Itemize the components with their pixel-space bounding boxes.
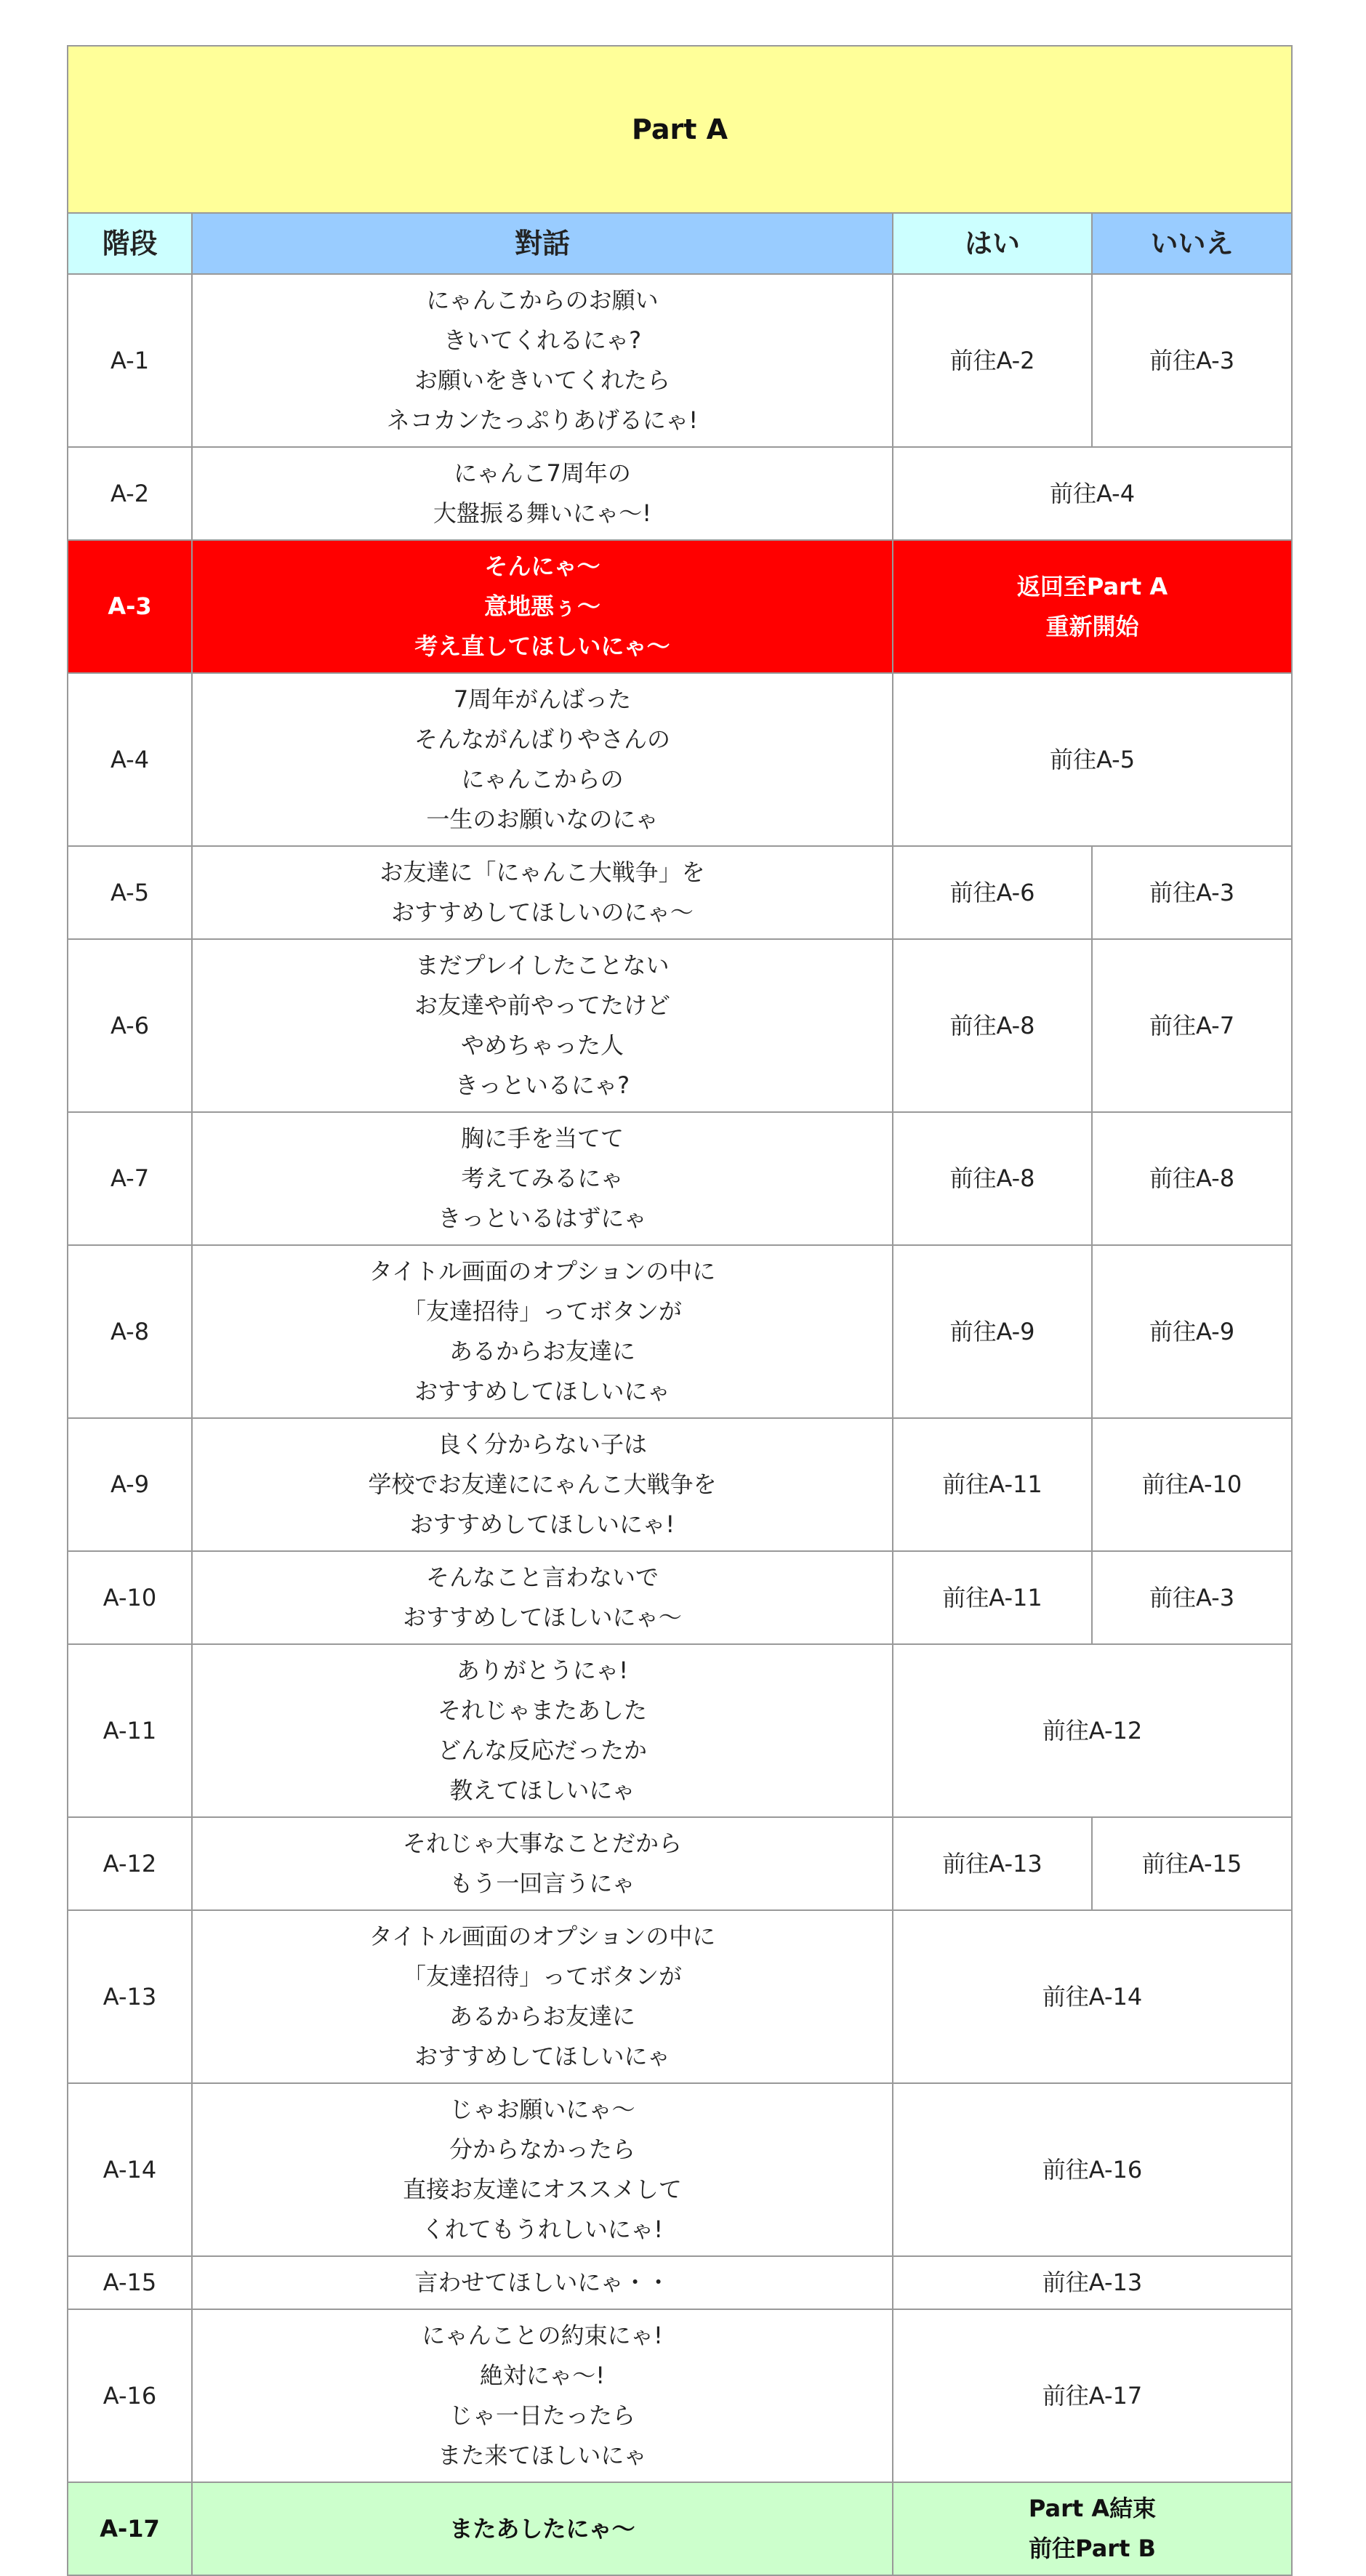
- yes-route-cell: 前往A-9: [893, 1245, 1092, 1418]
- yes-route-cell: 前往A-11: [893, 1418, 1092, 1551]
- dialogue-line: お願いをきいてくれたら: [414, 366, 670, 394]
- dialogue-line: おすすめしてほしいにゃ～: [403, 1603, 682, 1631]
- table-row: [68, 1551, 1292, 1644]
- dialogue-line: じゃ一日たったら: [449, 2402, 635, 2429]
- stage-id-cell: A-5: [68, 846, 192, 939]
- stage-id-cell: A-9: [68, 1418, 192, 1551]
- dialogue-line: そんなこと言わないで: [425, 1563, 659, 1591]
- dialogue-line: タイトル画面のオプションの中に: [369, 1257, 716, 1285]
- no-route-cell: 前往A-3: [1092, 846, 1292, 939]
- dialogue-cell: [192, 1551, 893, 1644]
- dialogue-line: 直接お友達にオススメして: [403, 2175, 682, 2203]
- dialogue-line: 学校でお友達ににゃんこ大戦争を: [368, 1470, 717, 1498]
- route-line: Part A結束: [1028, 2495, 1157, 2522]
- dialogue-line: にゃんこからの: [461, 765, 624, 793]
- no-route-cell: 前往A-9: [1092, 1245, 1292, 1418]
- dialogue-line: 絶対にゃ～!: [479, 2362, 606, 2389]
- dialogue-cell: [192, 1817, 893, 1910]
- stage-id-cell: A-14: [68, 2083, 192, 2256]
- yes-route-cell: 前往A-2: [893, 274, 1092, 447]
- yes-route-cell: 前往A-8: [893, 939, 1092, 1112]
- dialogue-cell: [192, 846, 893, 939]
- table-row: [68, 2256, 1292, 2309]
- stage-id-cell: A-1: [68, 274, 192, 447]
- stage-id-cell: A-8: [68, 1245, 192, 1418]
- stage-id-cell: A-13: [68, 1910, 192, 2083]
- dialogue-line: おすすめしてほしいにゃ: [414, 2042, 670, 2070]
- title-row: [68, 46, 1292, 213]
- dialogue-cell: [192, 447, 893, 540]
- yes-route-cell: 前往A-8: [893, 1112, 1092, 1245]
- dialogue-cell: [192, 2256, 893, 2309]
- dialogue-cell: [192, 2309, 893, 2482]
- header-row: [68, 213, 1292, 274]
- stage-id-cell: A-2: [68, 447, 192, 540]
- route-line: 重新開始: [1045, 612, 1139, 640]
- dialogue-line: きいてくれるにゃ?: [443, 326, 642, 354]
- dialogue-line: 教えてほしいにゃ: [449, 1776, 635, 1804]
- dialogue-line: 意地悪ぅ～: [483, 592, 600, 620]
- dialogue-flow-table: [67, 45, 1293, 2576]
- dialogue-line: 一生のお願いなのにゃ: [426, 805, 659, 833]
- no-route-cell: 前往A-7: [1092, 939, 1292, 1112]
- dialogue-line: 「友達招待」ってボタンが: [402, 1297, 682, 1325]
- dialogue-cell: [192, 1245, 893, 1418]
- dialogue-line: にゃんことの約束にゃ!: [422, 2322, 663, 2349]
- dialogue-line: そんにゃ～: [484, 552, 600, 580]
- dialogue-line: おすすめしてほしいにゃ!: [409, 1510, 675, 1538]
- route-cell: 前往A-16: [893, 2083, 1292, 2256]
- dialogue-line: 胸に手を当てて: [460, 1124, 624, 1152]
- dialogue-line: 「友達招待」ってボタンが: [402, 1963, 682, 1990]
- dialogue-line: にゃんこからのお願い: [426, 286, 659, 314]
- stage-id-cell: A-15: [68, 2256, 192, 2309]
- dialogue-line: どんな反応だったか: [437, 1736, 647, 1764]
- dialogue-line: ネコカンたっぷりあげるにゃ!: [386, 406, 699, 434]
- route-cell: 前往A-17: [893, 2309, 1292, 2482]
- table-row: [68, 939, 1292, 1112]
- dialogue-line: まだプレイしたことない: [415, 951, 670, 979]
- dialogue-line: おすすめしてほしいのにゃ～: [391, 898, 694, 926]
- dialogue-line: もう一回言うにゃ: [449, 1869, 635, 1897]
- dialogue-line: あるからお友達に: [449, 1337, 635, 1365]
- dialogue-line: そんながんばりやさんの: [414, 725, 670, 753]
- stage-id-cell: A-3: [68, 540, 192, 673]
- dialogue-line: じゃお願いにゃ～: [449, 2096, 635, 2123]
- dialogue-line: それじゃまたあした: [437, 1696, 647, 1724]
- yes-column-header: はい: [893, 213, 1092, 274]
- table-row: [68, 274, 1292, 447]
- dialogue-line: お友達に「にゃんこ大戦争」を: [379, 858, 705, 886]
- dialogue-line: ありがとうにゃ!: [456, 1657, 629, 1684]
- dialogue-line: 分からなかったら: [449, 2136, 635, 2163]
- stage-id-cell: A-12: [68, 1817, 192, 1910]
- yes-route-cell: 前往A-6: [893, 846, 1092, 939]
- no-route-cell: 前往A-3: [1092, 1551, 1292, 1644]
- stage-id-cell: A-11: [68, 1644, 192, 1817]
- dialogue-cell: [192, 2083, 893, 2256]
- dialogue-line: 考え直してほしいにゃ～: [414, 632, 670, 660]
- route-cell: 前往A-14: [893, 1910, 1292, 2083]
- table-row: [68, 2083, 1292, 2256]
- dialogue-cell: [192, 1644, 893, 1817]
- table-title: Part A: [68, 46, 1292, 213]
- dialogue-cell: [192, 1418, 893, 1551]
- dialogue-line: やめちゃった人: [460, 1031, 624, 1059]
- dialogue-column-header: 對話: [192, 213, 893, 274]
- dialogue-cell: [192, 673, 893, 846]
- dialogue-line: きっといるはずにゃ: [438, 1204, 647, 1232]
- dialogue-line: また来てほしいにゃ: [438, 2442, 647, 2469]
- no-route-cell: 前往A-8: [1092, 1112, 1292, 1245]
- table-row: [68, 1112, 1292, 1245]
- dialogue-cell: [192, 2482, 893, 2575]
- route-cell: [893, 540, 1292, 673]
- dialogue-line: 大盤振る舞いにゃ～!: [433, 499, 652, 527]
- route-cell: [893, 2482, 1292, 2575]
- stage-id-cell: A-17: [68, 2482, 192, 2575]
- dialogue-cell: [192, 1910, 893, 2083]
- table-row: [68, 1644, 1292, 1817]
- dialogue-line: タイトル画面のオプションの中に: [369, 1923, 716, 1950]
- table-row: [68, 1817, 1292, 1910]
- table-body: [68, 274, 1292, 2575]
- table-row: [68, 1245, 1292, 1418]
- table-row: [68, 540, 1292, 673]
- no-column-header: いいえ: [1092, 213, 1292, 274]
- dialogue-cell: [192, 274, 893, 447]
- no-route-cell: 前往A-10: [1092, 1418, 1292, 1551]
- yes-route-cell: 前往A-13: [893, 1817, 1092, 1910]
- route-cell: 前往A-4: [893, 447, 1292, 540]
- stage-id-cell: A-7: [68, 1112, 192, 1245]
- dialogue-line: 考えてみるにゃ: [461, 1164, 624, 1192]
- stage-column-header: 階段: [68, 213, 192, 274]
- dialogue-line: お友達や前やってたけど: [414, 991, 670, 1019]
- dialogue-line: 7周年がんばった: [453, 685, 632, 713]
- table-row: [68, 1910, 1292, 2083]
- dialogue-line: 良く分からない子は: [437, 1430, 647, 1458]
- table-row: [68, 1418, 1292, 1551]
- route-line: 前往Part B: [1029, 2535, 1156, 2562]
- route-cell: 前往A-5: [893, 673, 1292, 846]
- no-route-cell: 前往A-3: [1092, 274, 1292, 447]
- table-row: [68, 2309, 1292, 2482]
- dialogue-line: それじゃ大事なことだから: [402, 1830, 682, 1857]
- table-row: [68, 673, 1292, 846]
- dialogue-cell: [192, 540, 893, 673]
- stage-id-cell: A-4: [68, 673, 192, 846]
- route-line: 返回至Part A: [1016, 572, 1168, 600]
- route-cell: 前往A-13: [893, 2256, 1292, 2309]
- dialogue-line: あるからお友達に: [449, 2003, 635, 2030]
- dialogue-cell: [192, 1112, 893, 1245]
- table-row: [68, 846, 1292, 939]
- table-row: [68, 2482, 1292, 2575]
- yes-route-cell: 前往A-11: [893, 1551, 1092, 1644]
- dialogue-line: くれてもうれしいにゃ!: [421, 2215, 664, 2243]
- route-cell: 前往A-12: [893, 1644, 1292, 1817]
- dialogue-cell: [192, 939, 893, 1112]
- stage-id-cell: A-16: [68, 2309, 192, 2482]
- dialogue-line: おすすめしてほしいにゃ: [414, 1377, 670, 1405]
- dialogue-line: 言わせてほしいにゃ・・: [414, 2269, 670, 2296]
- dialogue-line: きっといるにゃ?: [454, 1071, 630, 1099]
- stage-id-cell: A-6: [68, 939, 192, 1112]
- no-route-cell: 前往A-15: [1092, 1817, 1292, 1910]
- dialogue-line: にゃんこ7周年の: [454, 459, 631, 487]
- table-row: [68, 447, 1292, 540]
- dialogue-line: またあしたにゃ～: [449, 2514, 635, 2543]
- stage-id-cell: A-10: [68, 1551, 192, 1644]
